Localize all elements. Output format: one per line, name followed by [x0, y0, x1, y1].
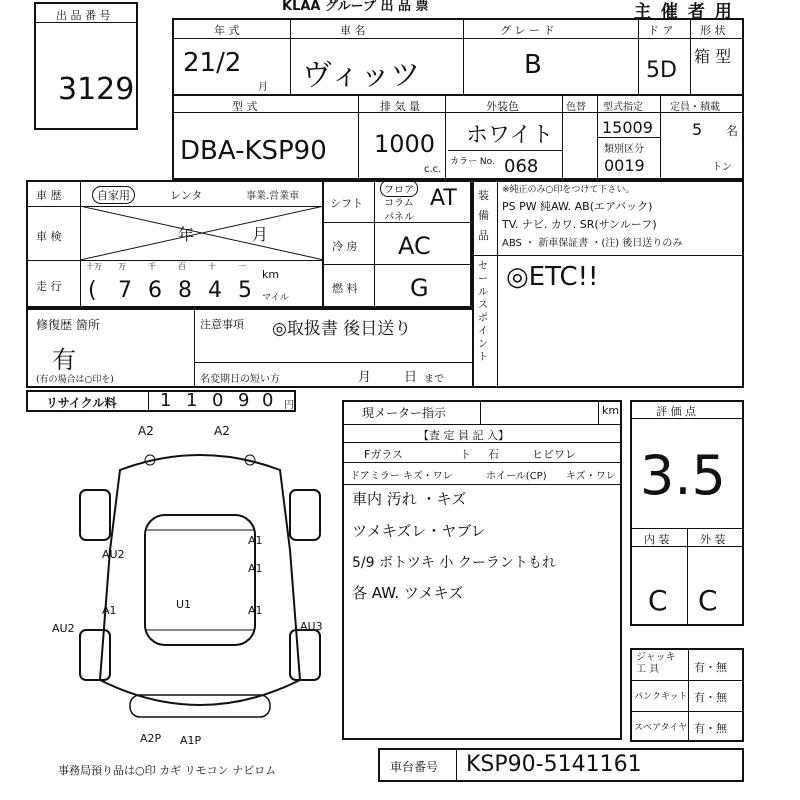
category-label: 類別区分 [604, 144, 644, 155]
reg-month: 月 [358, 370, 372, 385]
evaluation-label: 評 価 点 [656, 405, 696, 418]
repair-value: 有 [52, 346, 76, 374]
shaken-label: 車 検 [36, 230, 62, 243]
mileage-digit-0: ( [88, 278, 97, 303]
recycle-digit-3: 9 [238, 390, 250, 411]
lot-label: 出 品 番 号 [56, 9, 111, 22]
recycle-label: リサイクル料 [46, 396, 117, 410]
color-value: ホワイト [466, 123, 554, 148]
ac-label: 冷 房 [332, 240, 358, 253]
repair-note: (有の場合は○印を) [36, 375, 114, 385]
color-no-value: 068 [504, 156, 539, 177]
exterior-label: 外 装 [700, 533, 726, 546]
insp-wheel: ホイール(CP) [486, 471, 547, 482]
insp-note-2: ツメキズレ・ヤブレ [352, 522, 486, 540]
organizer-title: 主 催 者 用 [634, 2, 734, 22]
door-label: ド ア [648, 24, 674, 37]
door-value: 5D [646, 58, 677, 83]
sales-value: ◎ETC!! [506, 262, 599, 292]
equipment-line3: ABS ・ 新車保証書 ・(注) 後日送りのみ [502, 238, 683, 249]
insp-to: ト [460, 448, 471, 461]
digit-header-0: 十万 [86, 262, 102, 271]
form-title: KLAA グループ 出 品 票 [282, 0, 429, 14]
evaluation-score: 3.5 [640, 444, 726, 507]
mark-a2p: A2P [140, 732, 162, 745]
insp-note-1: 車内 汚れ ・キズ [352, 490, 467, 508]
month-suffix: 月 [258, 82, 268, 93]
mileage-digit-5: 5 [238, 278, 252, 303]
model-value: DBA-KSP90 [180, 136, 327, 166]
meter-label: 現メーター指示 [362, 406, 447, 420]
shift-label: シフト [330, 197, 363, 210]
insp-wheel-damage: キズ・ワレ [566, 471, 616, 482]
interior-label: 内 装 [644, 533, 670, 546]
history-opt-private: 自家用 [92, 186, 135, 204]
mileage-label: 走 行 [36, 280, 62, 293]
digit-header-3: 百 [178, 262, 186, 271]
chassis-label: 車台番号 [390, 760, 439, 774]
shaken-year-mark: 年 [178, 225, 195, 244]
mark-a1-right-rear: A1 [248, 604, 263, 617]
mark-a1p: A1P [180, 734, 202, 747]
year-value: 21/2 [183, 48, 242, 78]
puncture-label: パンクキット [634, 692, 688, 702]
lot-number: 3129 [58, 72, 135, 107]
recycle-digit-0: 1 [160, 390, 172, 411]
displacement-value: 1000 [374, 130, 436, 158]
history-opt-rental: レンタ [170, 189, 203, 202]
interior-value: C [648, 584, 668, 617]
mark-au2-left: AU2 [102, 548, 125, 561]
insp-crack: ヒビワレ [532, 448, 576, 461]
mileage-digit-1: 7 [118, 278, 132, 303]
mark-au3: AU3 [300, 620, 323, 633]
reg-label: 名変期日の短い方 [200, 374, 280, 385]
capacity-label: 定員・積載 [670, 102, 720, 113]
equipment-side-label: 装 備 品 [478, 189, 489, 242]
repair-label: 修復歴 箇所 [36, 318, 100, 332]
recycle-digit-4: 0 [262, 390, 274, 411]
fuel-label: 燃 料 [332, 282, 358, 295]
equipment-note: ※純正のみ○印をつけて下さい。 [502, 185, 635, 195]
mark-a2-right: A2 [214, 424, 230, 438]
mile-label: マイル [262, 293, 289, 303]
type-designation-label: 型式指定 [603, 102, 643, 113]
insp-note-3: 5/9 ボトツキ 小 クーラントもれ [352, 555, 556, 571]
equipment-line1: PS PW 純AW. AB(エアバック) [502, 200, 653, 213]
car-name: ヴィッツ [302, 58, 421, 93]
spare-yes-no: 有・無 [694, 722, 727, 735]
meter-km: km [602, 404, 620, 417]
type-designation-value: 15009 [602, 118, 653, 137]
exterior-value: C [698, 584, 718, 617]
shaken-crossout [80, 206, 324, 260]
inspector-header: 【査 定 員 記 入】 [418, 429, 509, 442]
mark-a1-right-front: A1 [248, 562, 263, 575]
name-label: 車 名 [340, 24, 366, 37]
digit-header-5: 一 [238, 262, 246, 271]
capacity-value: 5 [692, 120, 703, 139]
insp-fglass: Fガラス [364, 448, 403, 461]
recycle-digit-2: 0 [212, 390, 224, 411]
history-label: 車 歴 [36, 189, 62, 202]
color-label: 外装色 [486, 100, 519, 113]
recycle-digit-1: 1 [186, 390, 198, 411]
jack-yes-no: 有・無 [694, 661, 727, 674]
grade-label: グ レ ー ド [500, 24, 555, 37]
shift-pos-panel: パネル [384, 212, 414, 223]
shift-value: AT [430, 186, 457, 211]
grade-value: B [524, 50, 542, 80]
capacity-unit: 名 [726, 124, 739, 138]
category-value: 0019 [604, 156, 645, 175]
mark-a1-center: A1 [248, 534, 263, 547]
mileage-digit-3: 8 [178, 278, 192, 303]
insp-stone: 石 [488, 448, 499, 461]
reg-until: まで [424, 374, 444, 385]
mileage-digit-2: 6 [148, 278, 162, 303]
chassis-value: KSP90-5141161 [466, 752, 642, 777]
insp-mirror: ドアミラー キズ・ワレ [350, 471, 453, 482]
mark-u1: U1 [176, 598, 192, 611]
digit-header-1: 万 [118, 262, 126, 271]
digit-header-2: 千 [148, 262, 156, 271]
caution-value: ◎取扱書 後日送り [272, 319, 412, 339]
jack-label: ジャッキ 工 具 [636, 652, 676, 675]
fuel-value: G [410, 274, 429, 302]
sales-label: セールスポイント [478, 261, 488, 363]
ton-unit: トン [712, 162, 732, 173]
caution-label: 注意事項 [200, 318, 244, 331]
office-note: 事務局預り品は○印 カギ リモコン ナビロム [58, 764, 277, 777]
reg-day: 日 [404, 370, 418, 385]
history-opt-business: 事業.営業車 [246, 191, 300, 202]
model-label: 型 式 [232, 100, 258, 113]
color-no-label: カラー No. [450, 157, 495, 167]
spare-label: スペアタイヤ [634, 723, 688, 733]
mark-au2-side: AU2 [52, 622, 75, 635]
shift-pos-column: コラム [384, 198, 414, 209]
km-label: km [262, 268, 280, 281]
mark-a2-left: A2 [138, 424, 154, 438]
mark-a1-left-rear: A1 [102, 604, 117, 617]
displacement-label: 排 気 量 [380, 100, 420, 113]
shift-pos-floor: フロア [380, 180, 418, 197]
insp-note-4: 各 AW. ツメキズ [352, 584, 464, 602]
shape-label: 形 状 [700, 24, 726, 37]
equipment-line2: TV. ナビ. カワ. SR(サンルーフ) [502, 218, 657, 231]
iro-label: 色替 [566, 102, 586, 113]
digit-header-4: 十 [208, 262, 216, 271]
mileage-digit-4: 4 [208, 278, 222, 303]
recycle-unit: 円 [284, 400, 294, 411]
ac-value: AC [398, 232, 431, 260]
cc-unit: c.c. [424, 164, 442, 175]
car-diagram [60, 430, 340, 750]
shape-value: 箱 型 [694, 47, 732, 66]
shaken-month-mark: 月 [252, 225, 269, 244]
puncture-yes-no: 有・無 [694, 691, 727, 704]
year-label: 年 式 [214, 24, 240, 37]
